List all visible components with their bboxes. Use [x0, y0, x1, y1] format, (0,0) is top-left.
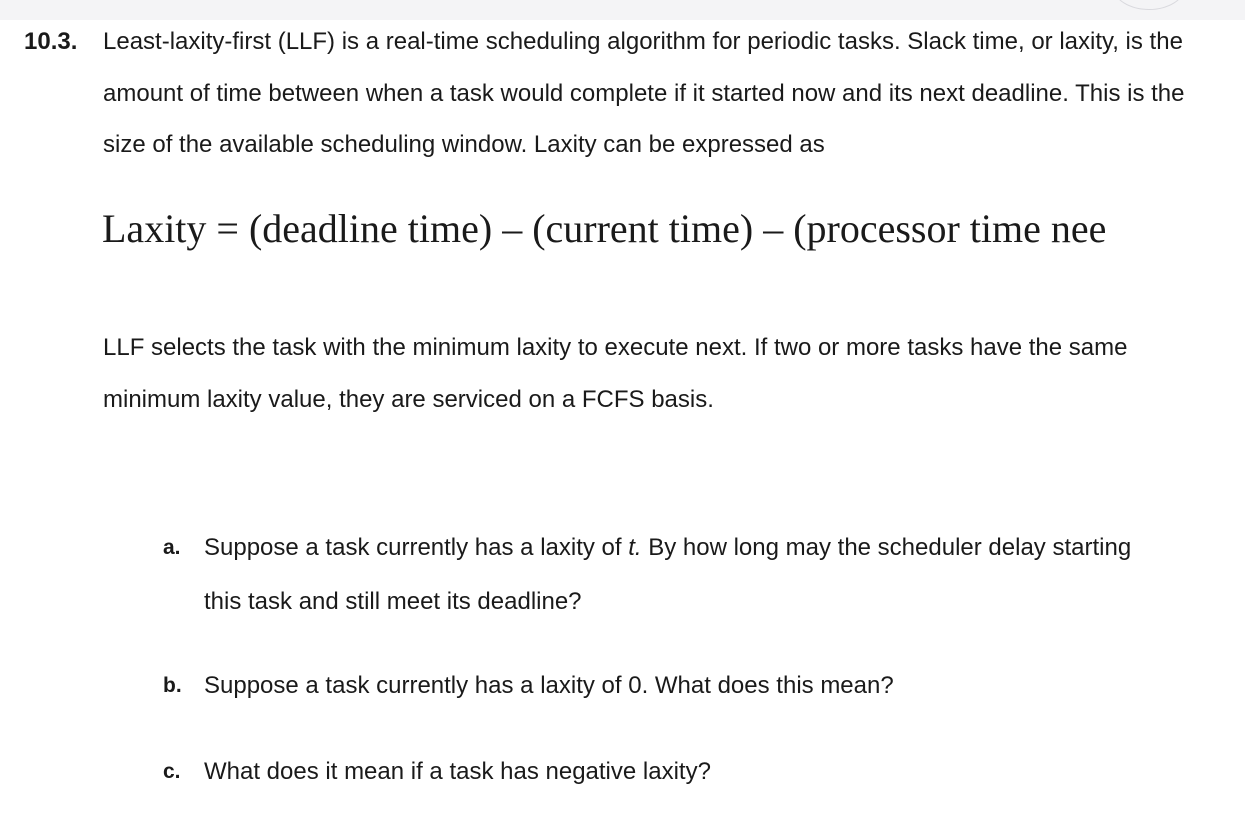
subquestion-c-label: c.: [163, 760, 181, 783]
subquestion-b-text: Suppose a task currently has a laxity of 0. What does this mean?: [204, 672, 894, 699]
subquestion-a-text: [204, 521, 1164, 629]
problem-number: 10.3.: [24, 28, 78, 55]
subquestion-c-text: What does it mean if a task has negative laxity?: [204, 758, 711, 785]
subquestion-a-text-after: By how long may the scheduler delay starting this task and still meet its deadline?: [204, 534, 1132, 615]
subquestion-b-label: b.: [163, 674, 182, 697]
selection-rule: LLF selects the task with the minimum laxity to execute next. If two or more tasks have the same minimum laxity value, they are serviced on a FCFS basis.: [103, 334, 1128, 413]
subquestion-a-label: a.: [163, 536, 181, 559]
problem-intro: Least-laxity-first (LLF) is a real-time scheduling algorithm for periodic tasks. Slack time, or laxity, is the amount of time between when a task would complete if it started now and its next deadline. This is the size of the available scheduling window. Laxity can be expressed as: [103, 28, 1185, 158]
laxity-formula: Laxity = (deadline time) – (current time) – (processor time nee: [102, 206, 1107, 251]
subquestion-a-variable: t.: [628, 534, 642, 561]
subquestion-a-text-before: Suppose a task currently has a laxity of: [204, 534, 629, 561]
